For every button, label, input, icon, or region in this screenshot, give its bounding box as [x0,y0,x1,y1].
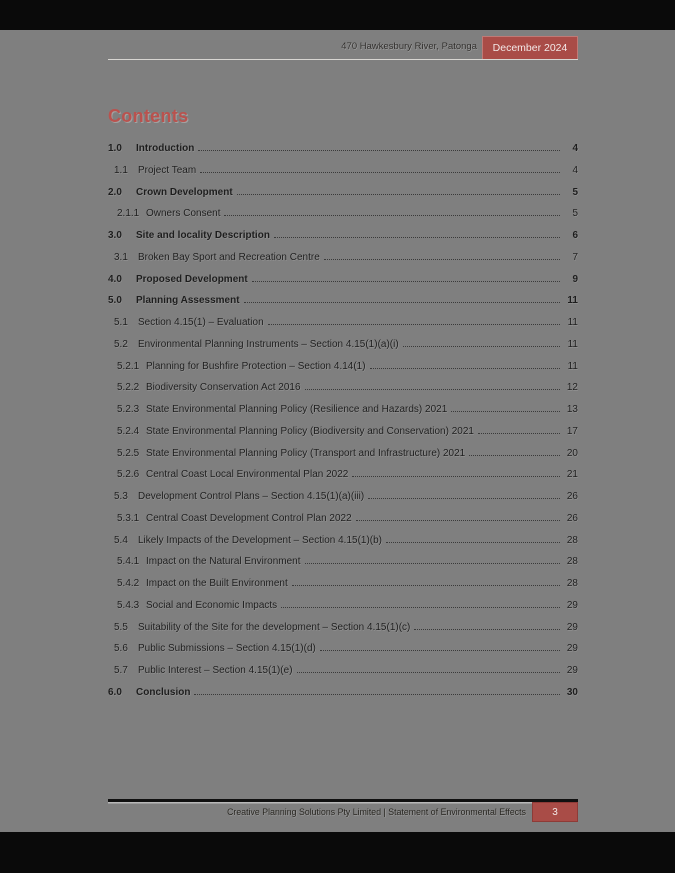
toc-entry-page: 4 [572,143,578,154]
toc-entry[interactable] [108,165,578,187]
toc-entry-page: 11 [567,338,578,350]
dot-leader [297,672,560,673]
dot-leader [274,237,560,238]
header-address: 470 Hawkesbury River, Patonga [341,41,477,52]
toc-entry-label: Proposed Development [136,273,248,285]
toc-entry[interactable] [108,143,578,165]
toc-entry-label: Central Coast Development Control Plan 2022 [146,512,352,524]
toc-entry[interactable] [108,361,578,383]
toc-entry[interactable] [108,513,578,535]
toc-entry-number: 5.3.1 [117,512,140,524]
header-divider [108,59,578,60]
dot-leader [305,389,560,390]
toc-entry-number: 2.0 [108,186,122,198]
toc-entry-label: Environmental Planning Instruments – Section 4.15(1)(a)(i) [138,338,399,350]
table-of-contents [108,143,578,709]
dot-leader [451,411,560,412]
toc-entry-page: 9 [572,273,578,285]
toc-entry[interactable] [108,535,578,557]
toc-entry-page: 11 [567,295,578,307]
toc-entry-number: 5.2.4 [117,425,140,437]
dot-leader [320,650,560,651]
page-number-badge: 3 [532,802,578,822]
toc-entry-number: 1.0 [108,143,122,154]
toc-entry-page: 28 [566,556,578,568]
toc-entry-number: 5.4 [114,534,128,546]
dot-leader [237,194,560,195]
toc-entry-label: Central Coast Local Environmental Plan 2022 [146,469,349,481]
toc-entry-label: Development Control Plans – Section 4.15(1)(a)(iii) [138,491,365,502]
toc-entry-page: 26 [566,512,578,524]
toc-entry-page: 12 [566,382,578,394]
dot-leader [386,542,560,543]
toc-entry-page: 7 [572,251,578,263]
toc-entry-number: 5.2.3 [117,404,140,415]
toc-entry-number: 2.1.1 [117,208,140,220]
toc-entry-label: State Environmental Planning Policy (Resilience and Hazards) 2021 [146,404,448,415]
footer-text: Creative Planning Solutions Pty Limited | Statement of Environmental Effects [227,807,526,817]
toc-entry-number: 5.5 [114,621,128,633]
toc-entry[interactable] [108,426,578,448]
letterbox-bottom [0,832,675,873]
toc-entry-page: 13 [566,404,578,415]
toc-entry-page: 5 [572,208,578,220]
toc-entry[interactable] [108,578,578,600]
letterbox-top [0,0,675,30]
toc-entry[interactable] [108,600,578,622]
toc-entry-label: Broken Bay Sport and Recreation Centre [138,251,320,263]
dot-leader [370,368,560,369]
toc-entry-label: State Environmental Planning Policy (Transport and Infrastructure) 2021 [146,447,466,459]
toc-entry-number: 5.6 [114,643,128,655]
dot-leader [324,259,560,260]
toc-entry-label: Owners Consent [146,208,221,220]
dot-leader [478,433,560,434]
toc-entry-number: 5.2.5 [117,447,140,459]
toc-entry-label: Impact on the Natural Environment [146,556,301,568]
dot-leader [292,585,560,586]
toc-entry-label: Site and locality Description [136,230,270,241]
toc-entry-page: 29 [566,665,578,676]
toc-entry[interactable] [108,339,578,361]
toc-entry-label: Crown Development [136,186,233,198]
toc-entry[interactable] [108,187,578,209]
toc-entry[interactable] [108,556,578,578]
toc-entry-number: 4.0 [108,273,122,285]
toc-entry-number: 5.4.2 [117,578,140,589]
toc-entry[interactable] [108,469,578,491]
toc-entry[interactable] [108,382,578,404]
dot-leader [281,607,560,608]
dot-leader [305,563,560,564]
toc-entry-label: Planning for Bushfire Protection – Section 4.14(1) [146,360,366,372]
toc-entry[interactable] [108,317,578,339]
toc-entry-page: 28 [566,534,578,546]
toc-entry-number: 5.7 [114,665,128,676]
toc-entry[interactable] [108,295,578,317]
toc-entry-page: 17 [566,425,578,437]
toc-entry[interactable] [108,643,578,665]
toc-entry-label: Impact on the Built Environment [146,578,288,589]
dot-leader [198,150,560,151]
toc-entry-page: 11 [567,360,578,372]
dot-leader [352,476,560,477]
toc-entry-label: Planning Assessment [136,295,240,307]
toc-entry-number: 5.4.3 [117,599,140,611]
toc-entry-number: 5.2.2 [117,382,140,394]
toc-entry-page: 29 [566,643,578,655]
toc-entry-label: Likely Impacts of the Development – Section 4.15(1)(b) [138,534,383,546]
toc-entry-page: 29 [566,599,578,611]
toc-entry-number: 5.1 [114,317,128,328]
toc-entry[interactable] [108,687,578,709]
dot-leader [356,520,560,521]
toc-entry[interactable] [108,404,578,426]
toc-entry-page: 30 [566,686,578,698]
document-page [0,30,675,832]
toc-entry-page: 29 [566,621,578,633]
toc-entry-number: 5.4.1 [117,556,140,568]
dot-leader [368,498,560,499]
toc-entry[interactable] [108,448,578,470]
toc-entry-number: 5.2.6 [117,469,140,481]
toc-entry[interactable] [108,665,578,687]
toc-entry-page: 6 [572,230,578,241]
toc-entry-page: 26 [566,491,578,502]
toc-entry-number: 5.2 [114,338,128,350]
toc-entry-page: 20 [566,447,578,459]
toc-entry-page: 5 [572,186,578,198]
dot-leader [224,215,560,216]
toc-entry-label: Public Submissions – Section 4.15(1)(d) [138,643,316,655]
toc-entry-label: Project Team [138,164,197,176]
toc-entry-label: Biodiversity Conservation Act 2016 [146,382,301,394]
toc-entry[interactable] [108,230,578,252]
toc-entry-page: 28 [566,578,578,589]
toc-entry-label: Public Interest – Section 4.15(1)(e) [138,665,293,676]
toc-entry-number: 5.3 [114,491,128,502]
footer-divider [108,799,578,802]
dot-leader [268,324,560,325]
date-badge: December 2024 [482,36,578,60]
toc-entry-number: 3.1 [114,251,128,263]
toc-entry-page: 11 [567,317,578,328]
toc-entry-page: 4 [572,164,578,176]
dot-leader [403,346,560,347]
toc-entry[interactable] [108,208,578,230]
toc-entry-number: 5.0 [108,295,122,307]
toc-entry[interactable] [108,491,578,513]
toc-entry[interactable] [108,622,578,644]
dot-leader [414,629,560,630]
dot-leader [200,172,560,173]
toc-entry-number: 1.1 [114,164,128,176]
dot-leader [252,281,560,282]
dot-leader [244,302,560,303]
toc-entry-label: Suitability of the Site for the development – Section 4.15(1)(c) [138,621,411,633]
toc-entry-label: State Environmental Planning Policy (Biodiversity and Conservation) 2021 [146,425,474,437]
toc-entry-page: 21 [566,469,578,481]
dot-leader [469,455,560,456]
contents-heading: Contents [108,106,189,126]
toc-entry-label: Section 4.15(1) – Evaluation [138,317,264,328]
toc-entry[interactable] [108,274,578,296]
toc-entry[interactable] [108,252,578,274]
toc-entry-number: 5.2.1 [117,360,140,372]
toc-entry-label: Conclusion [136,686,191,698]
toc-entry-number: 6.0 [108,686,122,698]
dot-leader [194,694,560,695]
page-content [108,30,578,832]
toc-entry-label: Introduction [136,143,195,154]
toc-entry-label: Social and Economic Impacts [146,599,278,611]
toc-entry-number: 3.0 [108,230,122,241]
